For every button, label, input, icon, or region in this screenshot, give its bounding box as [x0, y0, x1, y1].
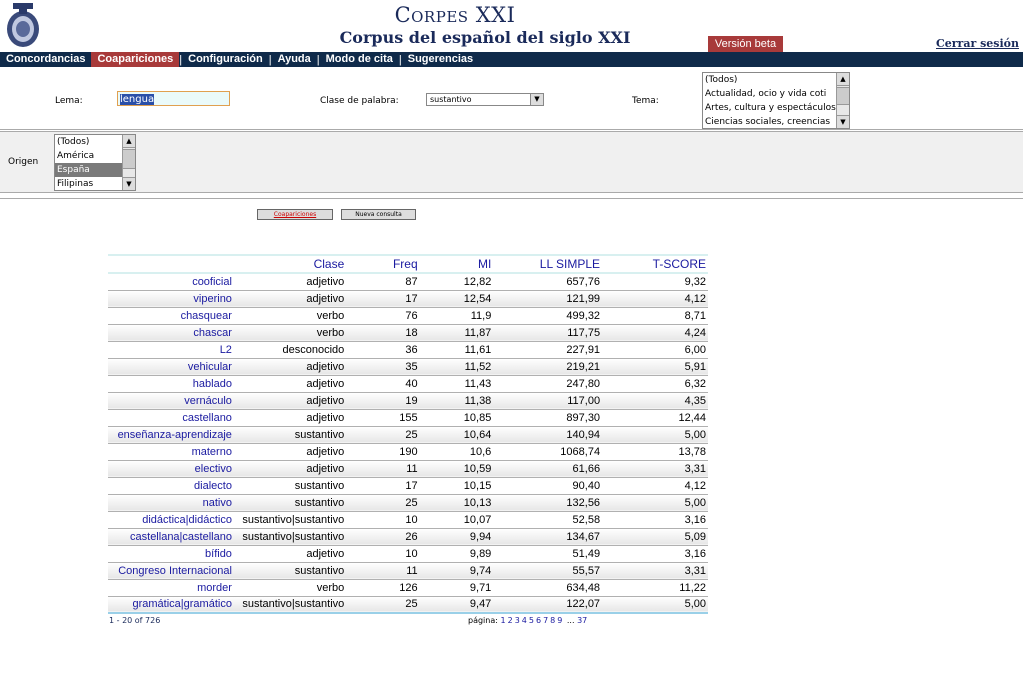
cell-freq: 17: [346, 290, 419, 307]
cell-ll-simple: 55,57: [493, 562, 602, 579]
cell-lemma[interactable]: didáctica|didáctico: [108, 511, 234, 528]
clase-select[interactable]: [426, 93, 544, 106]
cell-ll-simple: 227,91: [493, 341, 602, 358]
cell-lemma[interactable]: gramática|gramático: [108, 596, 234, 613]
cell-mi: 9,47: [420, 596, 494, 613]
clase-select-value: sustantivo: [430, 95, 472, 104]
nav-ayuda[interactable]: Ayuda: [277, 53, 311, 65]
tema-option[interactable]: (Todos): [705, 75, 738, 85]
cell-freq: 10: [346, 511, 419, 528]
scroll-down-icon[interactable]: ▼: [837, 115, 849, 128]
cell-ll-simple: 61,66: [493, 460, 602, 477]
cell-clase: sustantivo|sustantivo: [234, 511, 346, 528]
nueva-consulta-button[interactable]: Nueva consulta: [341, 209, 416, 220]
cell-freq: 26: [346, 528, 419, 545]
cell-t-score: 3,16: [602, 545, 708, 562]
origin-panel: [0, 131, 1023, 193]
cell-freq: 190: [346, 443, 419, 460]
tema-listbox[interactable]: [702, 72, 850, 129]
table-row: [108, 562, 708, 579]
nav-separator: |: [268, 53, 272, 66]
lema-input[interactable]: [117, 91, 230, 106]
table-row: [108, 426, 708, 443]
cell-ll-simple: 117,75: [493, 324, 602, 341]
cell-mi: 11,61: [420, 341, 494, 358]
cell-lemma[interactable]: bífido: [108, 545, 234, 562]
clase-label: Clase de palabra:: [320, 96, 399, 106]
cell-lemma[interactable]: vehicular: [108, 358, 234, 375]
table-row: [108, 290, 708, 307]
table-header-row: [108, 255, 708, 273]
cell-freq: 11: [346, 562, 419, 579]
cell-ll-simple: 1068,74: [493, 443, 602, 460]
cell-clase: adjetivo: [234, 545, 346, 562]
origen-label: Origen: [8, 157, 39, 167]
site-subtitle: Corpus del español del siglo XXI: [339, 28, 631, 47]
cell-mi: 11,87: [420, 324, 494, 341]
cell-t-score: 4,12: [602, 477, 708, 494]
cell-mi: 10,6: [420, 443, 494, 460]
cell-mi: 9,74: [420, 562, 494, 579]
cell-ll-simple: 247,80: [493, 375, 602, 392]
page-link[interactable]: 3: [514, 616, 520, 625]
cell-clase: adjetivo: [234, 460, 346, 477]
header: [0, 0, 1023, 52]
pagination: [468, 616, 589, 625]
nav-separator: |: [398, 53, 402, 66]
table-row: [108, 392, 708, 409]
cell-freq: 25: [346, 494, 419, 511]
cell-t-score: 5,00: [602, 494, 708, 511]
cell-t-score: 5,09: [602, 528, 708, 545]
table-row: [108, 324, 708, 341]
nav-separator: |: [316, 53, 320, 66]
col-header-freq[interactable]: Freq: [346, 255, 419, 273]
cell-t-score: 12,44: [602, 409, 708, 426]
origen-option[interactable]: América: [57, 151, 95, 161]
cell-clase: sustantivo|sustantivo: [234, 596, 346, 613]
cell-freq: 18: [346, 324, 419, 341]
logout-link[interactable]: Cerrar sesión: [936, 37, 1019, 50]
cell-ll-simple: 657,76: [493, 273, 602, 290]
page-link[interactable]: 9: [557, 616, 563, 625]
results-table: [108, 254, 708, 616]
scroll-thumb[interactable]: [837, 87, 849, 105]
cell-t-score: 4,12: [602, 290, 708, 307]
cell-ll-simple: 219,21: [493, 358, 602, 375]
cell-ll-simple: 634,48: [493, 579, 602, 596]
cell-lemma[interactable]: castellano: [108, 409, 234, 426]
cell-freq: 36: [346, 341, 419, 358]
origen-option[interactable]: (Todos): [57, 137, 90, 147]
cell-freq: 87: [346, 273, 419, 290]
nav-coapariciones[interactable]: Coapariciones: [91, 52, 179, 67]
cell-clase: sustantivo: [234, 477, 346, 494]
cell-clase: adjetivo: [234, 273, 346, 290]
table-row: [108, 460, 708, 477]
main-nav: [0, 52, 1023, 67]
col-header-mi[interactable]: MI: [420, 255, 494, 273]
nav-sugerencias[interactable]: Sugerencias: [407, 53, 474, 65]
cell-ll-simple: 140,94: [493, 426, 602, 443]
nav-separator: |: [179, 53, 183, 66]
page-link[interactable]: 5: [528, 616, 534, 625]
cell-mi: 9,71: [420, 579, 494, 596]
cell-clase: verbo: [234, 579, 346, 596]
cell-mi: 10,59: [420, 460, 494, 477]
tema-option[interactable]: Artes, cultura y espectáculos: [705, 103, 836, 113]
cell-t-score: 3,16: [602, 511, 708, 528]
site-title: Corpes XXI: [394, 3, 516, 27]
cell-clase: verbo: [234, 324, 346, 341]
cell-ll-simple: 121,99: [493, 290, 602, 307]
table-row: [108, 273, 708, 290]
cell-mi: 12,82: [420, 273, 494, 290]
cell-mi: 10,13: [420, 494, 494, 511]
col-header-lemma: [108, 255, 234, 273]
cell-mi: 11,43: [420, 375, 494, 392]
cell-ll-simple: 52,58: [493, 511, 602, 528]
cell-t-score: 4,24: [602, 324, 708, 341]
cell-ll-simple: 122,07: [493, 596, 602, 613]
result-count: 1 - 20 of 726: [109, 616, 161, 625]
cell-t-score: 5,00: [602, 426, 708, 443]
col-header-ll-simple[interactable]: LL SIMPLE: [493, 255, 602, 273]
page-link[interactable]: 4: [521, 616, 527, 625]
cell-clase: adjetivo: [234, 375, 346, 392]
page-link[interactable]: 1: [500, 616, 506, 625]
nav-concordancias[interactable]: Concordancias: [6, 53, 86, 65]
table-row: [108, 358, 708, 375]
cell-ll-simple: 132,56: [493, 494, 602, 511]
cell-freq: 17: [346, 477, 419, 494]
col-header-t-score[interactable]: T-SCORE: [602, 255, 708, 273]
origen-option[interactable]: Filipinas: [57, 179, 94, 189]
table-row: [108, 443, 708, 460]
cell-t-score: 8,71: [602, 307, 708, 324]
page-link[interactable]: 7: [543, 616, 549, 625]
cell-lemma[interactable]: hablado: [108, 375, 234, 392]
cell-t-score: 5,00: [602, 596, 708, 613]
cell-clase: adjetivo: [234, 290, 346, 307]
cell-mi: 12,54: [420, 290, 494, 307]
cell-ll-simple: 897,30: [493, 409, 602, 426]
cell-clase: adjetivo: [234, 443, 346, 460]
cell-freq: 11: [346, 460, 419, 477]
cell-clase: sustantivo: [234, 562, 346, 579]
cell-t-score: 11,22: [602, 579, 708, 596]
cell-freq: 19: [346, 392, 419, 409]
table-row: [108, 528, 708, 545]
cell-lemma[interactable]: dialecto: [108, 477, 234, 494]
cell-clase: sustantivo: [234, 494, 346, 511]
cell-mi: 9,94: [420, 528, 494, 545]
origen-listbox[interactable]: [54, 134, 136, 191]
cell-lemma[interactable]: cooficial: [108, 273, 234, 290]
nav-modo-de-cita[interactable]: Modo de cita: [325, 53, 393, 65]
cell-ll-simple: 134,67: [493, 528, 602, 545]
filter-panel: [0, 67, 1023, 130]
nav-configuracion[interactable]: Configuración: [188, 53, 263, 65]
scroll-down-icon[interactable]: ▼: [123, 177, 135, 190]
cell-freq: 155: [346, 409, 419, 426]
table-row: [108, 409, 708, 426]
cell-freq: 25: [346, 596, 419, 613]
table-row: [108, 375, 708, 392]
scroll-up-icon[interactable]: ▲: [837, 73, 849, 86]
cell-lemma[interactable]: materno: [108, 443, 234, 460]
table-row: [108, 341, 708, 358]
divider: [0, 198, 1023, 199]
cell-mi: 11,52: [420, 358, 494, 375]
cell-lemma[interactable]: enseñanza-aprendizaje: [108, 426, 234, 443]
scroll-up-icon[interactable]: ▲: [123, 135, 135, 148]
cell-mi: 9,89: [420, 545, 494, 562]
origen-option-selected[interactable]: España: [55, 163, 135, 177]
origen-scrollbar[interactable]: [122, 135, 135, 190]
cell-mi: 10,15: [420, 477, 494, 494]
cell-lemma[interactable]: chasquear: [108, 307, 234, 324]
cell-ll-simple: 499,32: [493, 307, 602, 324]
lema-label: Lema:: [55, 96, 83, 106]
cell-clase: adjetivo: [234, 392, 346, 409]
beta-badge: Versión beta: [708, 36, 783, 52]
cell-freq: 126: [346, 579, 419, 596]
cell-mi: 10,85: [420, 409, 494, 426]
cell-t-score: 6,00: [602, 341, 708, 358]
table-row: [108, 477, 708, 494]
page-link[interactable]: 2: [507, 616, 513, 625]
cell-lemma[interactable]: morder: [108, 579, 234, 596]
table-row: [108, 545, 708, 562]
tema-scrollbar[interactable]: [836, 73, 849, 128]
table-row: [108, 494, 708, 511]
page-label: página:: [468, 616, 498, 625]
scroll-thumb[interactable]: [123, 149, 135, 169]
table-row: [108, 307, 708, 324]
cell-t-score: 9,32: [602, 273, 708, 290]
cell-clase: sustantivo: [234, 426, 346, 443]
tema-option[interactable]: Actualidad, ocio y vida coti: [705, 89, 827, 99]
col-header-clase[interactable]: Clase: [234, 255, 346, 273]
cell-t-score: 6,32: [602, 375, 708, 392]
cell-mi: 11,9: [420, 307, 494, 324]
cell-t-score: 4,35: [602, 392, 708, 409]
cell-lemma[interactable]: electivo: [108, 460, 234, 477]
table-row: [108, 596, 708, 613]
cell-t-score: 5,91: [602, 358, 708, 375]
cell-freq: 25: [346, 426, 419, 443]
cell-lemma[interactable]: chascar: [108, 324, 234, 341]
cell-t-score: 3,31: [602, 460, 708, 477]
cell-t-score: 3,31: [602, 562, 708, 579]
cell-clase: adjetivo: [234, 358, 346, 375]
tema-label: Tema:: [632, 96, 659, 106]
cell-freq: 40: [346, 375, 419, 392]
page-ellipsis: ...: [566, 616, 575, 625]
table-footer-line: [108, 613, 708, 616]
cell-mi: 10,64: [420, 426, 494, 443]
tema-option[interactable]: Ciencias sociales, creencias: [705, 117, 831, 127]
page-link[interactable]: 8: [550, 616, 556, 625]
cell-ll-simple: 51,49: [493, 545, 602, 562]
table-row: [108, 511, 708, 528]
page-link[interactable]: 6: [535, 616, 542, 625]
cell-clase: verbo: [234, 307, 346, 324]
table-row: [108, 579, 708, 596]
cell-mi: 11,38: [420, 392, 494, 409]
cell-ll-simple: 117,00: [493, 392, 602, 409]
cell-clase: sustantivo|sustantivo: [234, 528, 346, 545]
cell-freq: 10: [346, 545, 419, 562]
cell-ll-simple: 90,40: [493, 477, 602, 494]
chevron-down-icon[interactable]: ▼: [530, 94, 543, 105]
page-link-last[interactable]: 37: [577, 616, 588, 625]
cell-clase: desconocido: [234, 341, 346, 358]
cell-freq: 76: [346, 307, 419, 324]
cell-lemma[interactable]: nativo: [108, 494, 234, 511]
cell-clase: adjetivo: [234, 409, 346, 426]
coapariciones-button[interactable]: Coapariciones: [257, 209, 333, 220]
cell-lemma[interactable]: castellana|castellano: [108, 528, 234, 545]
cell-t-score: 13,78: [602, 443, 708, 460]
lema-value: lengua: [120, 94, 155, 105]
cell-lemma[interactable]: L2: [108, 341, 234, 358]
cell-lemma[interactable]: viperino: [108, 290, 234, 307]
cell-lemma[interactable]: vernáculo: [108, 392, 234, 409]
cell-lemma[interactable]: Congreso Internacional: [108, 562, 234, 579]
cell-mi: 10,07: [420, 511, 494, 528]
cell-freq: 35: [346, 358, 419, 375]
